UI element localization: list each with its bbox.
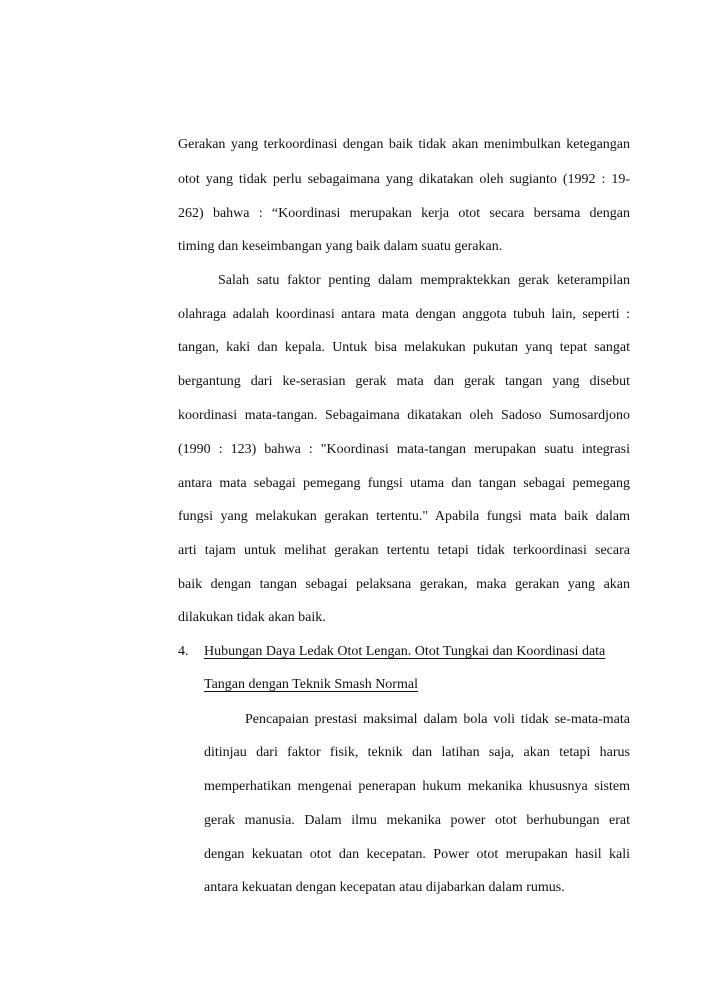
section-heading: Hubungan Daya Ledak Otot Lengan. Otot Tungkai dan Koordinasi data (204, 644, 606, 659)
text-line: antara mata sebagai pemegang fungsi utama dan tangan sebagai pemegang (178, 476, 630, 491)
text-line: Gerakan yang terkoordinasi dengan baik tidak akan menimbulkan ketegangan (178, 137, 630, 152)
text-line: olahraga adalah koordinasi antara mata dengan anggota tubuh lain, seperti : (178, 307, 630, 322)
text-line: gerak manusia. Dalam ilmu mekanika power otot berhubungan erat (204, 813, 630, 828)
section-number: 4. (178, 644, 189, 659)
text-line: koordinasi mata-tangan. Sebagaimana dikatakan oleh Sadoso Sumosardjono (178, 408, 630, 423)
text-line: memperhatikan mengenai penerapan hukum mekanika khususnya sistem (204, 779, 630, 794)
text-line: timing dan keseimbangan yang baik dalam suatu gerakan. (178, 239, 503, 254)
text-line: baik dengan tangan sebagai pelaksana gerakan, maka gerakan yang akan (178, 577, 630, 592)
text-line: fungsi yang melakukan gerakan tertentu." Apabila fungsi mata baik dalam (178, 509, 630, 524)
text-line: tangan, kaki dan kepala. Untuk bisa melakukan pukutan yanq tepat sangat (178, 340, 630, 355)
text-line: antara kekuatan dengan kecepatan atau dijabarkan dalam rumus. (204, 880, 565, 895)
text-line: dengan kekuatan otot dan kecepatan. Power otot merupakan hasil kali (204, 847, 630, 862)
text-line: Salah satu faktor penting dalam mempraktekkan gerak keterampilan (218, 273, 630, 288)
text-line: bergantung dari ke-serasian gerak mata dan gerak tangan yang disebut (178, 374, 630, 389)
text-line: ditinjau dari faktor fisik, teknik dan latihan saja, akan tetapi harus (204, 745, 630, 760)
text-line: 262) bahwa : “Koordinasi merupakan kerja otot secara bersama dengan (178, 206, 630, 221)
text-line: otot yang tidak perlu sebagaimana yang dikatakan oleh sugianto (1992 : 19- (178, 172, 630, 187)
text-line: Pencapaian prestasi maksimal dalam bola voli tidak se-mata-mata (245, 712, 630, 727)
text-line: (1990 : 123) bahwa : "Koordinasi mata-tangan merupakan suatu integrasi (178, 442, 630, 457)
text-line: arti tajam untuk melihat gerakan tertentu tetapi tidak terkoordinasi secara (178, 543, 630, 558)
section-heading-continued: Tangan dengan Teknik Smash Normal (204, 677, 418, 692)
text-line: dilakukan tidak akan baik. (178, 610, 326, 625)
